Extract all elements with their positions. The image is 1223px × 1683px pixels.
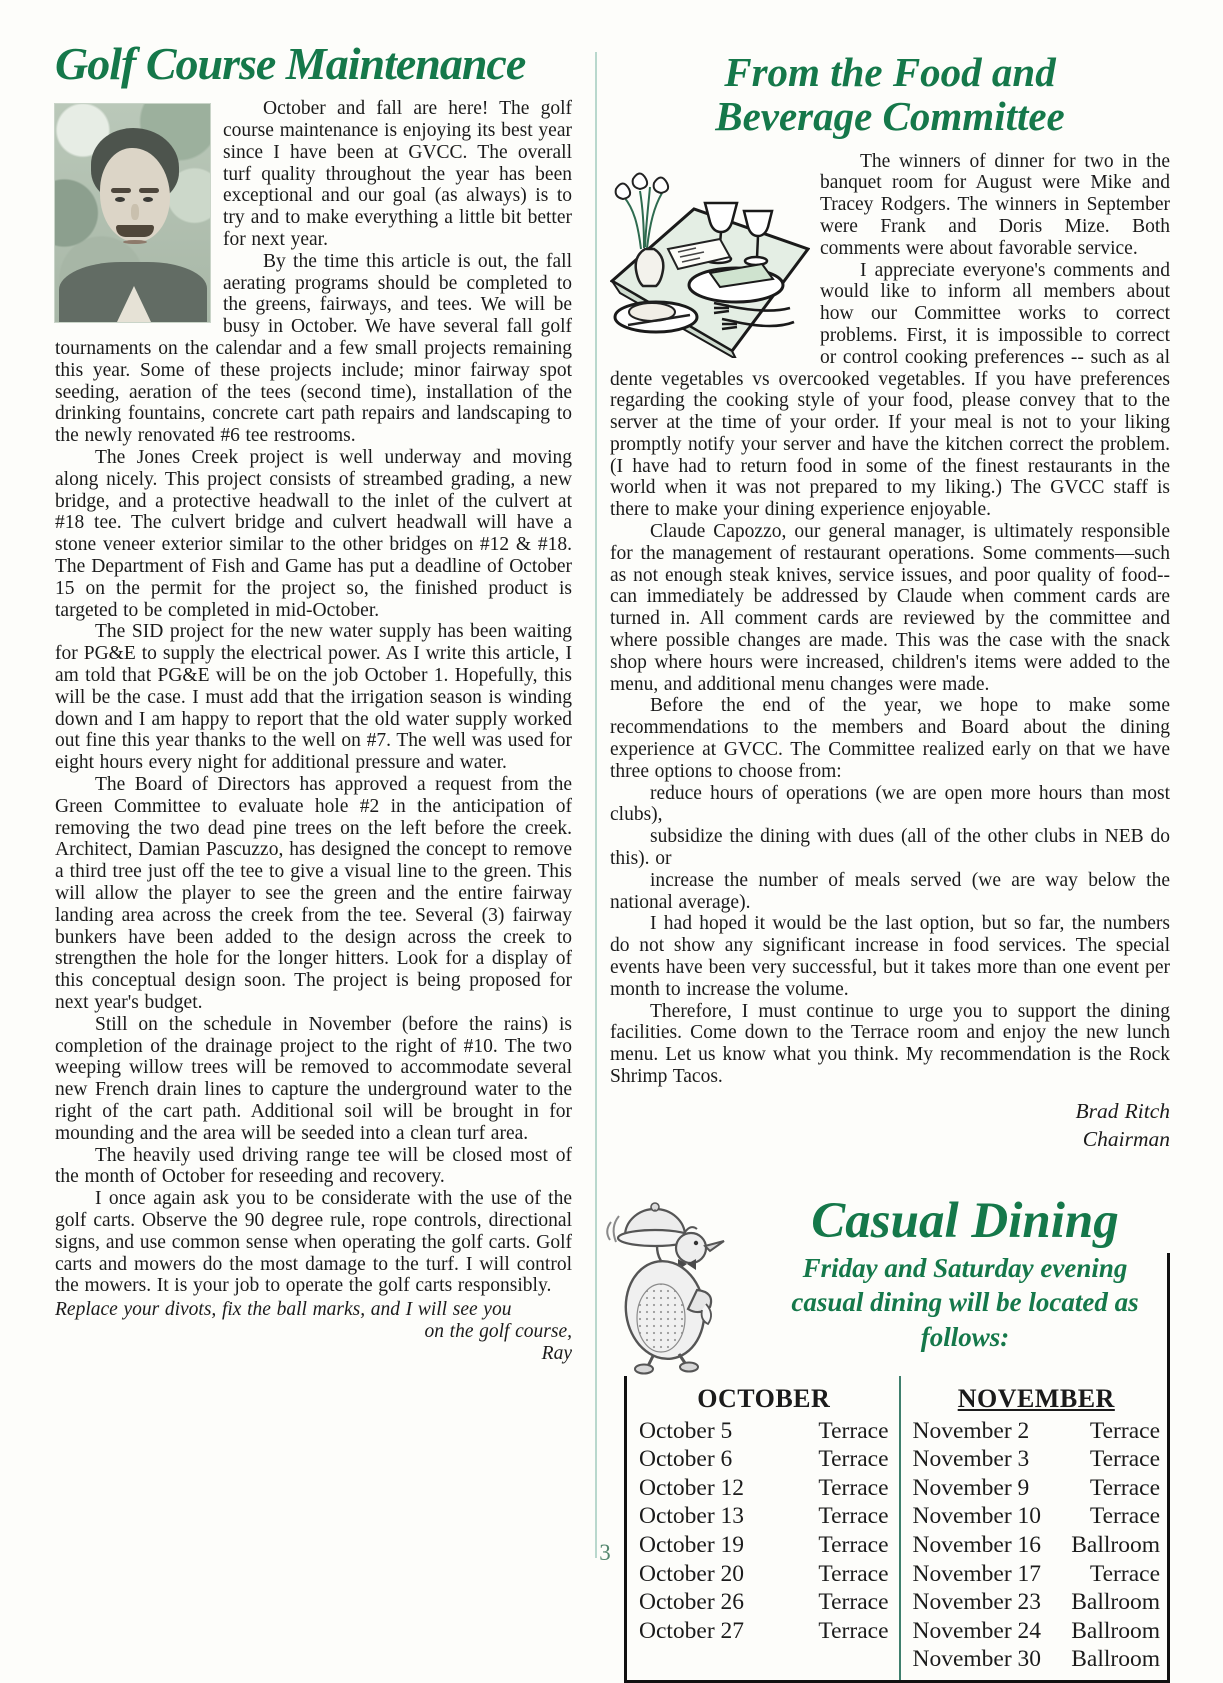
subtitle-line1: Friday and Saturday evening bbox=[802, 1252, 1128, 1283]
row-location: Terrace bbox=[818, 1446, 889, 1473]
row-date: October 26 bbox=[639, 1589, 745, 1616]
paragraph: Still on the schedule in November (before the rains) is completion of the drainage project to the right of #10. The two weeping willow trees will be removed to accommodate several new French drain lines to capture the underground water to the right of the cart path. Additional soil will be brought in for mounding and the area will be seeded into a clean turf area. bbox=[55, 1013, 572, 1144]
right-title-line2: Beverage Committee bbox=[715, 93, 1065, 140]
table-row bbox=[913, 1474, 1161, 1503]
paragraph: I appreciate everyone's comments and would like to inform all members about how our Committee works to correct problems. First, it is impossible to correct or control cooking preferences -- such as al dente vegetables vs overcooked vegetables. If you have preferences regarding the cooking style of your food, please convey that to the server at the time of your order. If your meal is not to your liking promptly notify your server and have the kitchen correct the problem. (I have had to return food in some of the finest restaurants in the world when it was not prepared to my liking.) The GVCC staff is there to make your dining experience enjoyable. bbox=[610, 259, 1170, 521]
right-article-title bbox=[610, 50, 1170, 139]
table-row bbox=[639, 1588, 889, 1617]
signature-name: Brad Ritch bbox=[1075, 1098, 1170, 1123]
paragraph: October and fall are here! The golf course maintenance is enjoying its best year since I have been at GVCC. The overall turf quality throughout the year has been exceptional and our goal (as always) is to try and to make everything a little bit better for next year. bbox=[223, 98, 572, 251]
table-row bbox=[913, 1588, 1161, 1617]
duck-waiter-illustration bbox=[602, 1198, 754, 1376]
casual-dining-title: Casual Dining bbox=[811, 1192, 1119, 1249]
paragraph: increase the number of meals served (we are way below the national average). bbox=[610, 869, 1170, 913]
photo-brow bbox=[139, 188, 159, 193]
row-date: October 13 bbox=[639, 1503, 745, 1530]
paragraph: Therefore, I must continue to urge you to support the dining facilities. Come down to the Terrace room and enjoy the new lunch menu. Let us know what you think. My recommendation is the Rock Shrimp Tacos. bbox=[610, 1000, 1170, 1087]
dinner-table-illustration bbox=[610, 153, 810, 358]
photo-shirt bbox=[117, 286, 151, 322]
row-date: October 5 bbox=[639, 1417, 733, 1444]
closing-line: Replace your divots, fix the ball marks, and I will see you bbox=[55, 1299, 512, 1321]
column-divider-rule bbox=[595, 52, 597, 1558]
paragraph: The winners of dinner for two in the banquet room for August were Mike and Tracey Rodgers. The winners in September were Frank and Doris Mize. Both comments were about favorable service. bbox=[820, 150, 1170, 259]
paragraph: I once again ask you to be considerate with the use of the golf carts. Observe the 90 degree rule, rope controls, directional signs, and use common sense when operating the golf carts. Golf carts and mowers do the most damage to the turf. I will control the mowers. It is your job to operate the golf carts responsibly. bbox=[55, 1188, 572, 1297]
paragraph: Claude Capozzo, our general manager, is ultimately responsible for the management of restaurant operations. Some comments—such as not enough steak knives, service issues, and poor quality of food-- can immediately be addressed by Claude when comment cards are turned in. All comment cards are reviewed by the committee and where possible changes are made. This was the case with the snack shop where hours were increased, children's items were added to the menu, and additional menu changes were made. bbox=[610, 521, 1170, 695]
paragraph: I had hoped it would be the last option, but so far, the numbers do not show any significant increase in food services. The special events have been very successful, but it takes more than one event per month to increase the volume. bbox=[610, 913, 1170, 1000]
row-location: Terrace bbox=[818, 1617, 889, 1644]
row-date: October 12 bbox=[639, 1474, 745, 1501]
table-row bbox=[913, 1417, 1161, 1446]
paragraph: The heavily used driving range tee will be closed most of the month of October for reseeding and recovery. bbox=[55, 1144, 572, 1188]
row-date: November 10 bbox=[912, 1503, 1042, 1530]
row-location: Ballroom bbox=[1071, 1617, 1160, 1644]
photo-mouth bbox=[123, 240, 147, 244]
october-rows bbox=[639, 1417, 889, 1646]
row-date: October 19 bbox=[639, 1532, 745, 1559]
right-title-line1: From the Food and bbox=[724, 49, 1056, 95]
row-date: November 30 bbox=[912, 1646, 1042, 1673]
table-row bbox=[639, 1417, 889, 1446]
closing-line: on the golf course, bbox=[424, 1320, 572, 1342]
row-location: Terrace bbox=[818, 1417, 889, 1444]
row-location: Terrace bbox=[818, 1474, 889, 1501]
october-header: OCTOBER bbox=[697, 1383, 831, 1413]
row-date: November 17 bbox=[912, 1560, 1042, 1587]
left-article-title: Golf Course Maintenance bbox=[55, 38, 526, 89]
table-row bbox=[913, 1617, 1161, 1646]
row-date: October 20 bbox=[639, 1560, 745, 1587]
table-row bbox=[913, 1445, 1161, 1474]
row-date: November 16 bbox=[912, 1532, 1042, 1559]
closing-signature: Ray bbox=[541, 1342, 572, 1364]
row-location: Terrace bbox=[1089, 1503, 1160, 1530]
left-article-body bbox=[55, 98, 572, 1364]
casual-dining-section bbox=[610, 1192, 1170, 1683]
row-location: Terrace bbox=[1089, 1474, 1160, 1501]
row-location: Terrace bbox=[818, 1560, 889, 1587]
paragraph: The SID project for the new water supply has been waiting for PG&E to supply the electrical power. As I write this article, I am told that PG&E will be on the job October 1. Hopefully, this will be the case. I must add that the irrigation season is winding down and I am happy to report that the old water supply worked out fine this year thanks to the well on #7. The well was used for eight hours every night for additional pressure and water. bbox=[55, 621, 572, 774]
right-article-signature bbox=[610, 1098, 1170, 1154]
row-location: Terrace bbox=[1089, 1446, 1160, 1473]
photo-brow bbox=[111, 188, 131, 193]
row-date: November 2 bbox=[912, 1417, 1030, 1444]
row-date: November 3 bbox=[912, 1446, 1030, 1473]
table-row bbox=[639, 1445, 889, 1474]
paragraph: The Jones Creek project is well underway and moving along nicely. This project consists of streambed grading, a new bridge, and a protective headwall to the inlet of the culvert at #18 tee. The culvert bridge and culvert headwall will have a stone veneer exterior similar to the other bridges on #12 & #18. The Department of Fish and Game has put a deadline of October 15 on the permit for the project so, the finished product is targeted to be completed in mid-October. bbox=[55, 447, 572, 621]
row-location: Ballroom bbox=[1071, 1532, 1160, 1559]
table-row bbox=[639, 1474, 889, 1503]
row-date: November 24 bbox=[912, 1617, 1042, 1644]
signature-title: Chairman bbox=[1082, 1126, 1170, 1151]
row-date: November 9 bbox=[912, 1474, 1030, 1501]
row-location: Terrace bbox=[818, 1503, 889, 1530]
november-header: NOVEMBER bbox=[957, 1383, 1115, 1413]
table-row bbox=[913, 1645, 1161, 1674]
page-number: 3 bbox=[599, 1540, 611, 1565]
superintendent-portrait-photo bbox=[55, 104, 210, 322]
row-date: October 6 bbox=[639, 1446, 733, 1473]
paragraph: By the time this article is out, the fall aerating programs should be completed to the greens, fairways, and tees. We will be busy in October. We have several fall golf tournaments on the calendar and a few small projects remaining this year. Some of these projects include; minor fairway spot seeding, aeration of the tees (second time), installation of the drinking fountains, concrete cart path repairs and landscaping to the newly renovated #6 tee restrooms. bbox=[55, 250, 572, 447]
paragraph: Before the end of the year, we hope to make some recommendations to the members and Board about the dining experience at GVCC. The Committee realized early on that we have three options to choose from: bbox=[610, 695, 1170, 782]
row-location: Terrace bbox=[1089, 1560, 1160, 1587]
row-location: Ballroom bbox=[1071, 1646, 1160, 1673]
october-column bbox=[627, 1376, 899, 1680]
left-article-closing bbox=[55, 1299, 572, 1364]
november-column bbox=[899, 1376, 1171, 1680]
table-row bbox=[639, 1617, 889, 1646]
paragraph: The Board of Directors has approved a request from the Green Committee to evaluate hole #2 in the anticipation of removing the two dead pine trees on the left before the creek. Architect, Damian Pascuzzo, has designed the concept to remove a third tree just off the tee to give a visual line to the green. This will allow the player to see the green and the entire fairway landing area across the creek from the tee. Several (3) fairway bunkers have been added to the design across the creek to strengthen the hole for the longer hitters. Look for a display of this conceptual design soon. The project is being proposed for next year's budget. bbox=[55, 774, 572, 1013]
dining-schedule-table bbox=[624, 1376, 1170, 1683]
row-location: Terrace bbox=[1089, 1417, 1160, 1444]
left-column bbox=[55, 40, 572, 1365]
table-row bbox=[639, 1502, 889, 1531]
paragraph: subsidize the dining with dues (all of the other clubs in NEB do this). or bbox=[610, 826, 1170, 870]
right-column bbox=[610, 50, 1170, 1683]
row-location: Terrace bbox=[818, 1532, 889, 1559]
row-date: November 23 bbox=[912, 1589, 1042, 1616]
photo-mustache bbox=[116, 225, 154, 237]
row-date: October 27 bbox=[639, 1617, 745, 1644]
paragraph: reduce hours of operations (we are open more hours than most clubs), bbox=[610, 782, 1170, 826]
table-row bbox=[913, 1502, 1161, 1531]
right-article-body bbox=[610, 151, 1170, 1154]
row-location: Terrace bbox=[818, 1589, 889, 1616]
subtitle-line2: casual dining will be located as follows: bbox=[791, 1287, 1139, 1352]
photo-nose bbox=[131, 204, 139, 220]
row-location: Ballroom bbox=[1071, 1589, 1160, 1616]
